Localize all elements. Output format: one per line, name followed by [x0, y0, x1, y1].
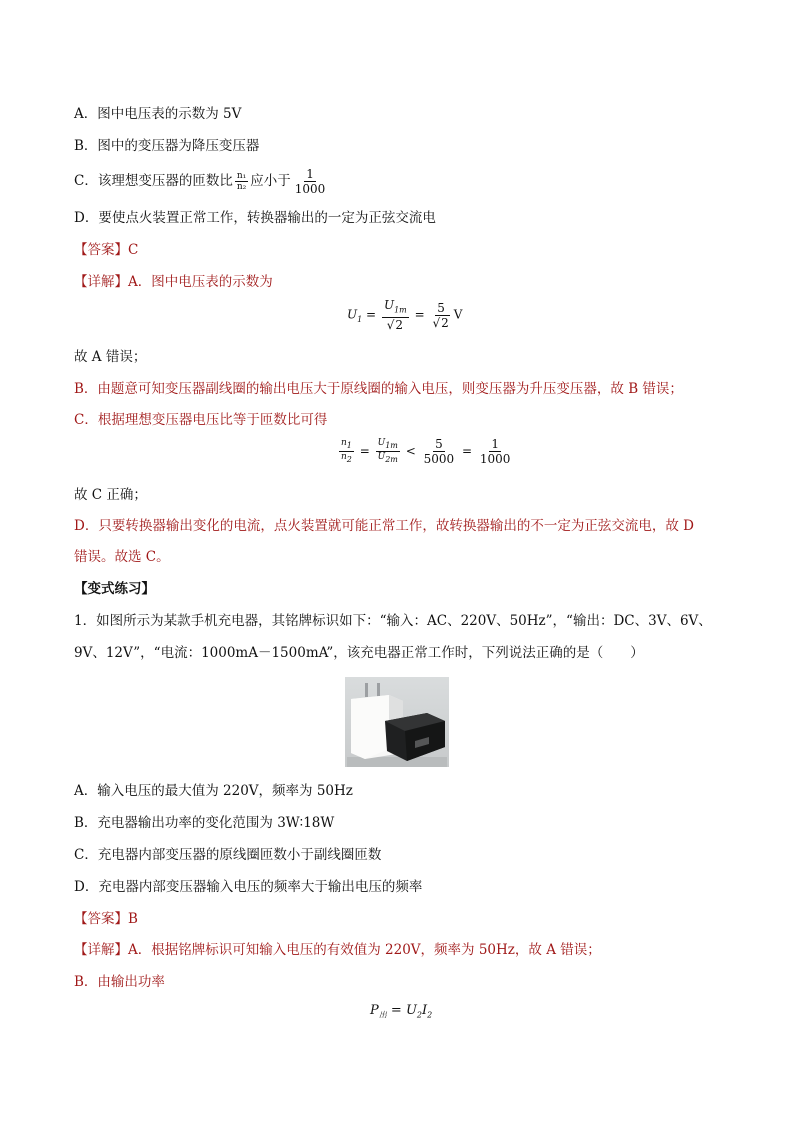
ratio-num: n₁	[236, 171, 247, 181]
detail-b: B．由题意可知变压器副线圈的输出电压大于原线圈的输入电压，则变压器为升压变压器，故 B 错误；	[74, 381, 683, 397]
equation-output-power: $P_出 = U_2I_2$	[370, 1003, 433, 1020]
answer-label: 【答案】C	[74, 242, 139, 258]
practice-detail-a: 【详解】A．根据铭牌标识可知输入电压的有效值为 220V，频率为 50Hz，故 A 错误；	[74, 942, 601, 958]
detail-a: 【详解】A．图中电压表的示数为	[74, 274, 273, 290]
plug-prong-right	[377, 683, 380, 697]
plug-prong-left	[365, 683, 368, 697]
eq2-value-frac: $\frac{5}{5000}$	[423, 437, 455, 466]
practice-option-c: C．充电器内部变压器的原线圈匝数小于副线圈匝数	[74, 847, 382, 863]
option-c	[74, 166, 329, 196]
c-right: 故 C 正确；	[74, 487, 147, 503]
detail-c: C．根据理想变压器电压比等于匝数比可得	[74, 412, 328, 428]
eq2-n-frac: $\frac{n_1}{n_2}$	[341, 438, 352, 464]
ratio-den: n₂	[236, 182, 247, 192]
limit-num: 1	[306, 167, 314, 181]
option-b: B．图中的变压器为降压变压器	[74, 138, 260, 154]
equation-ratio: $\frac{n_1}{n_2}$ = $\frac{U_{1m}}{U_{2m}}$ < $\frac{5}{5000}$ = $\frac{1}{1000}$	[341, 437, 511, 466]
limit-den: 1000	[294, 182, 326, 196]
practice-option-a: A．输入电压的最大值为 220V，频率为 50Hz	[74, 783, 353, 799]
eq2-u-frac: $\frac{U_{1m}}{U_{2m}}$	[377, 438, 398, 464]
practice-option-d: D．充电器内部变压器输入电压的频率大于输出电压的频率	[74, 879, 423, 895]
table-shadow	[347, 757, 447, 767]
charger-illustration	[345, 677, 449, 767]
eq1-frac1: $\frac{U_{1m}}{√2}$	[383, 298, 407, 333]
turns-ratio-fraction	[235, 171, 248, 192]
eq2-result-frac: $\frac{1}{1000}$	[479, 437, 511, 466]
eq1-frac2: $\frac{5}{√2}$	[432, 300, 449, 330]
practice-q1-line2: 9V、12V”，“电流：1000mA－1500mA”，该充电器正常工作时，下列说法正确的是（ ）	[74, 645, 644, 661]
practice-answer-label: 【答案】B	[74, 911, 138, 927]
option-a: A．图中电压表的示数为 5V	[74, 106, 242, 122]
phone-charger-photo	[345, 677, 449, 767]
a-wrong: 故 A 错误；	[74, 349, 147, 365]
practice-q1-line1: 1．如图所示为某款手机充电器，其铭牌标识如下：“输入：AC、220V、50Hz”，“输出：DC、3V、6V、	[74, 613, 712, 629]
practice-detail-b: B．由输出功率	[74, 974, 165, 990]
equation-voltmeter: $U_1$ = $\frac{U_{1m}}{√2}$ = $\frac{5}{√2}$ V	[347, 298, 463, 333]
option-d: D．要使点火装置正常工作，转换器输出的一定为正弦交流电	[74, 210, 436, 226]
option-c-mid: 应小于	[250, 173, 291, 189]
practice-option-b: B．充电器输出功率的变化范围为 3W∶18W	[74, 815, 335, 831]
limit-fraction	[293, 167, 328, 196]
detail-d-line2: 错误。故选 C。	[74, 549, 170, 565]
detail-d-line1: D．只要转换器输出变化的电流，点火装置就可能正常工作，故转换器输出的不一定为正弦交流电，故 D	[74, 518, 694, 534]
white-charger-front	[351, 695, 389, 759]
option-c-prefix: C．该理想变压器的匝数比	[74, 173, 233, 189]
practice-header: 【变式练习】	[74, 581, 155, 597]
